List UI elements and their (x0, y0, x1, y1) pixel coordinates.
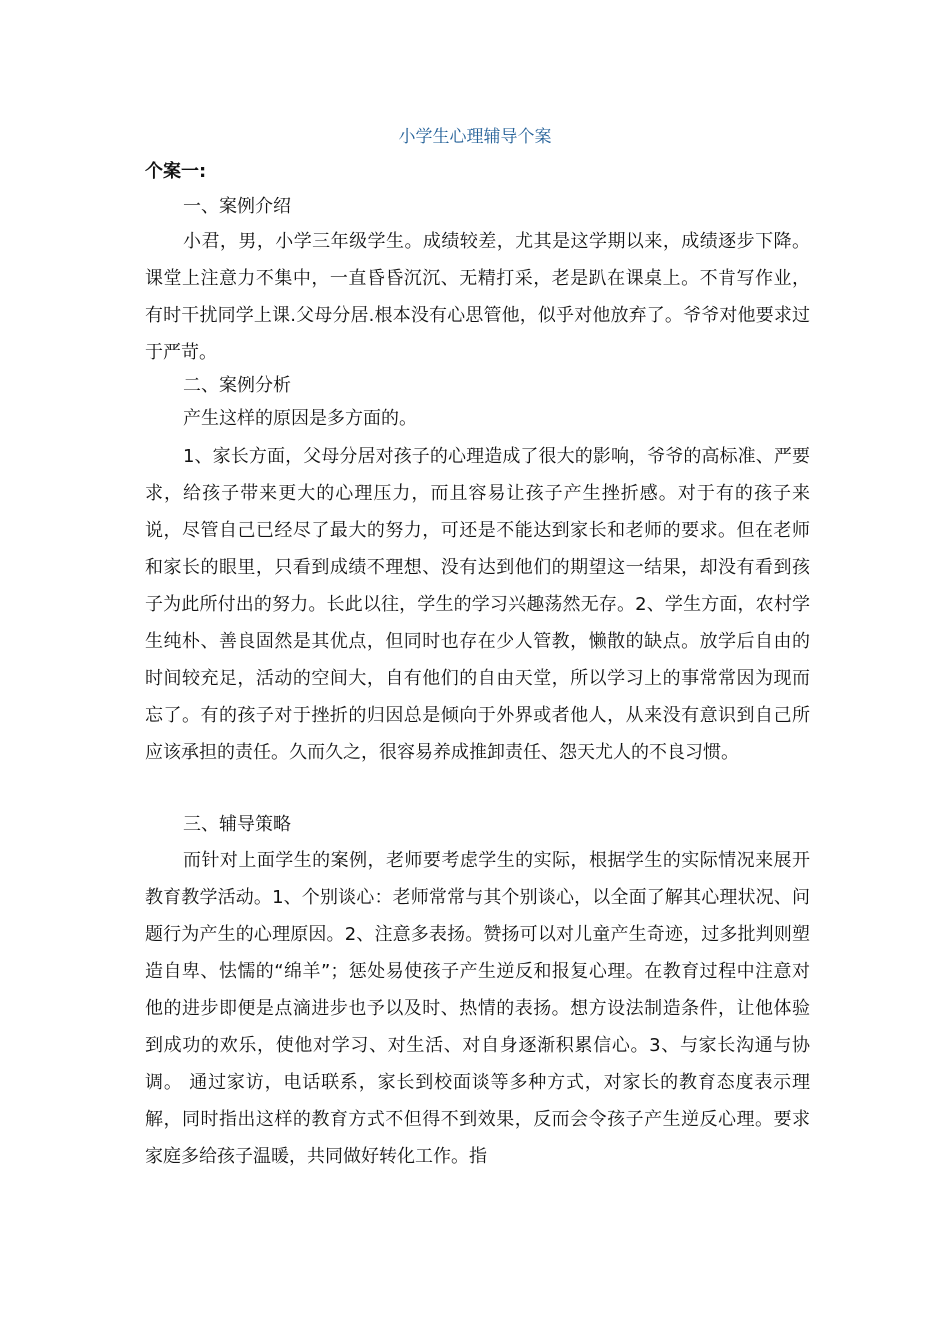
paragraph-analysis-lead: 产生这样的原因是多方面的。 (183, 408, 417, 429)
paragraph-intro: 小君，男，小学三年级学生。成绩较差，尤其是这学期以来，成绩逐步下降。课堂上注意力不集中，一直昏昏沉沉、无精打采，老是趴在课桌上。不肯写作业，有时干扰同学上课.父母分居.根本没有心思管他，似乎对他放弃了。爷爷对他要求过于严苛。 (145, 231, 810, 363)
paragraph-analysis: 1、家长方面，父母分居对孩子的心理造成了很大的影响，爷爷的高标准、严要求，给孩子带来更大的心理压力，而且容易让孩子产生挫折感。对于有的孩子来说，尽管自己已经尽了最大的努力，可还是不能达到家长和老师的要求。但在老师和家长的眼里，只看到成绩不理想、没有达到他们的期望这一结果，却没有看到孩子为此所付出的努力。长此以往，学生的学习兴趣荡然无存。2、学生方面，农村学生纯朴、善良固然是其优点，但同时也存在少人管教，懒散的缺点。放学后自由的时间较充足，活动的空间大，自有他们的自由天堂，所以学习上的事常常因为现而忘了。有的孩子对于挫折的归因总是倾向于外界或者他人，从来没有意识到自己所应该承担的责任。久而久之，很容易养成推卸责任、怨天尤人的不良习惯。 (145, 446, 810, 763)
paragraph-strategy: 而针对上面学生的案例，老师要考虑学生的实际，根据学生的实际情况来展开教育教学活动。1、个别谈心：老师常常与其个别谈心，以全面了解其心理状况、问题行为产生的心理原因。2、注意多表扬。赞扬可以对儿童产生奇迹，过多批判则塑造自卑、怯懦的“绵羊”；惩处易使孩子产生逆反和报复心理。在教育过程中注意对他的进步即便是点滴进步也予以及时、热情的表扬。想方设法制造条件，让他体验到成功的欢乐，使他对学习、对生活、对自身逐渐积累信心。3、与家长沟通与协调。 通过家访，电话联系，家长到校面谈等多种方式，对家长的教育态度表示理解，同时指出这样的教育方式不但得不到效果，反而会令孩子产生逆反心理。要求家庭多给孩子温暖，共同做好转化工作。指 (145, 850, 810, 1167)
case-heading: 个案一: (145, 161, 207, 182)
section-heading-intro: 一、案例介绍 (183, 196, 291, 217)
section-heading-analysis: 二、案例分析 (183, 375, 291, 396)
document-title: 小学生心理辅导个案 (398, 127, 552, 147)
section-heading-strategy: 三、辅导策略 (183, 814, 291, 835)
